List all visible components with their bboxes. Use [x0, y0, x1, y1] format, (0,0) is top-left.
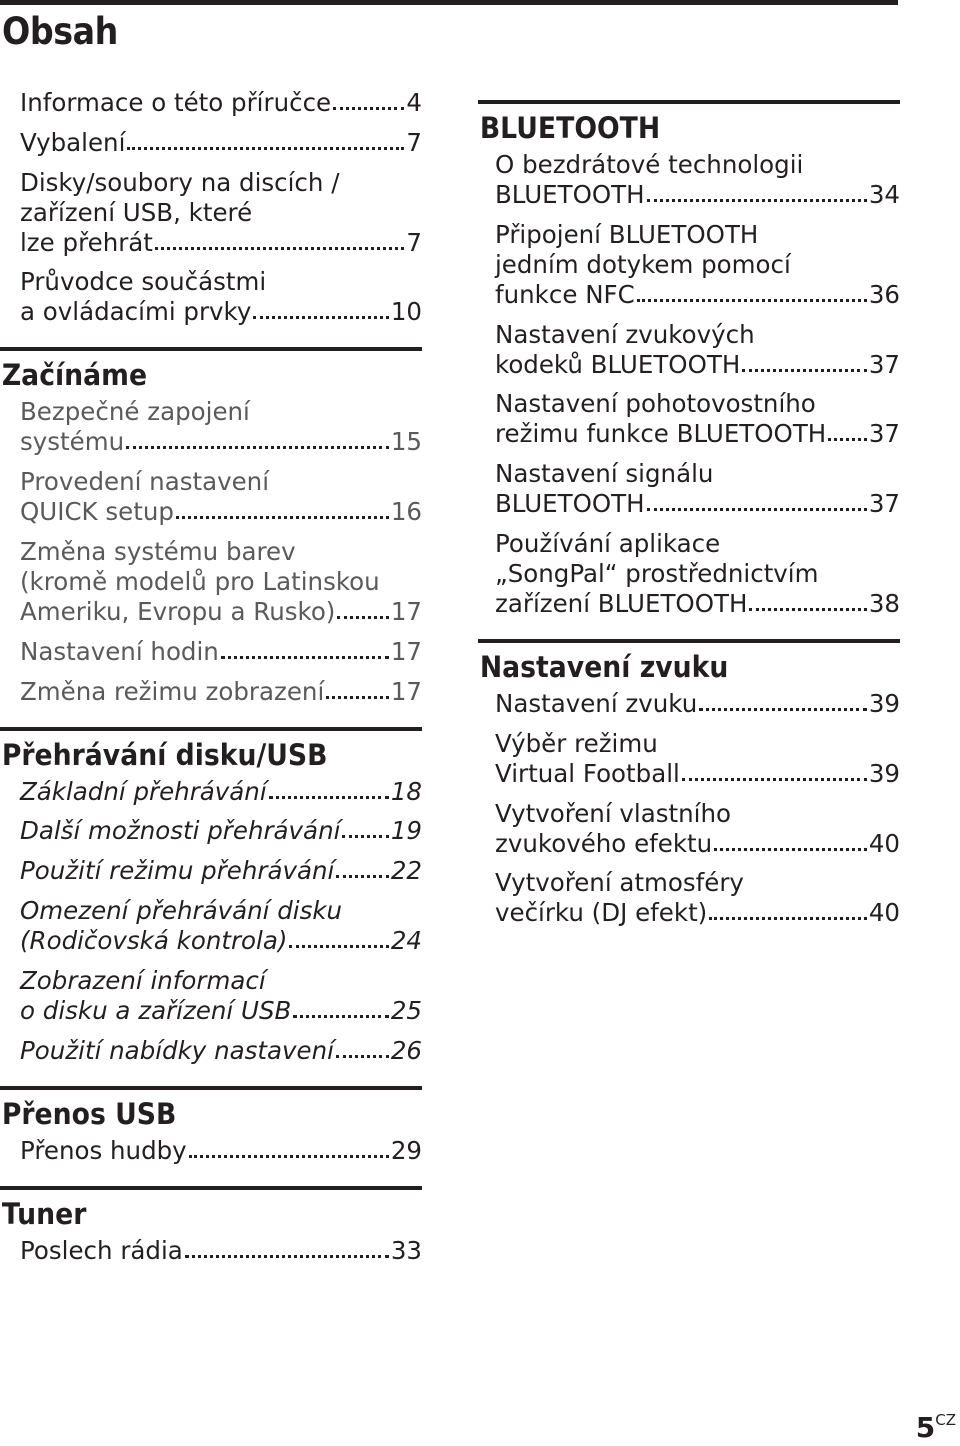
- section-rule: [0, 347, 422, 351]
- dot-leader: [709, 917, 867, 920]
- entry-title-line: Informace o této příručce: [20, 88, 332, 117]
- entry-title-line: zvukového efektu: [495, 828, 713, 858]
- entry-page-number: 39: [868, 688, 900, 718]
- entry-page-number: 22: [390, 856, 422, 886]
- dot-leader: [337, 616, 388, 619]
- entry-title-line: Ameriku, Evropu a Rusko): [20, 596, 336, 626]
- section-rule: [478, 100, 900, 104]
- entry-title-line: zařízení BLUETOOTH: [495, 588, 748, 618]
- dot-leader: [176, 516, 389, 519]
- dot-leader: [185, 1255, 389, 1258]
- toc-entry[interactable]: [495, 220, 900, 310]
- section-rule: [0, 1186, 422, 1190]
- section-heading: Přenos USB: [1, 1096, 177, 1131]
- entry-page-number: 36: [868, 279, 900, 309]
- section-rule: [478, 639, 900, 643]
- toc-section-tuner: [0, 1186, 422, 1266]
- entry-title-line: BLUETOOTH: [495, 489, 645, 519]
- entry-page-number: 7: [406, 227, 422, 257]
- entry-page-number: 17: [390, 676, 422, 706]
- top-rule: [0, 0, 898, 5]
- entry-title-line: Virtual Football: [495, 758, 680, 788]
- toc-section-prehravani-disku-usb: [0, 727, 422, 1066]
- dot-leader: [221, 656, 389, 659]
- entry-page-number: 17: [390, 636, 422, 666]
- toc-entry[interactable]: [20, 677, 422, 707]
- toc-entry[interactable]: [20, 856, 422, 886]
- toc-entry[interactable]: [495, 459, 900, 519]
- dot-leader: [342, 835, 388, 838]
- entry-page-number: 4: [406, 88, 422, 117]
- entry-title-line: O bezdrátové technologii: [495, 150, 804, 179]
- dot-leader: [647, 199, 867, 202]
- entry-title-line: Vybalení: [20, 127, 126, 157]
- dot-leader: [333, 107, 404, 110]
- entry-title-line: systému: [20, 427, 125, 457]
- toc-entry[interactable]: [20, 816, 422, 846]
- toc-entry[interactable]: [20, 88, 422, 118]
- entry-title-line: Další možnosti přehrávání: [20, 816, 341, 846]
- entry-title-line: (Rodičovská kontrola): [20, 925, 288, 955]
- section-heading: Nastavení zvuku: [479, 649, 729, 684]
- dot-leader: [647, 508, 867, 511]
- entry-title-line: Omezení přehrávání disku: [20, 895, 343, 925]
- dot-leader: [742, 369, 867, 372]
- entry-page-number: 19: [390, 816, 422, 846]
- dot-leader: [682, 778, 867, 781]
- toc-entry[interactable]: [495, 529, 900, 619]
- dot-leader: [336, 1055, 389, 1058]
- entry-title-line: BLUETOOTH: [495, 180, 645, 209]
- dot-leader: [336, 875, 388, 878]
- toc-section-intro: [0, 88, 422, 327]
- toc-section-bluetooth: [478, 100, 900, 619]
- toc-section-nastaveni-zvuku: [478, 639, 900, 928]
- toc-entry[interactable]: [20, 537, 422, 627]
- entry-title-line: Vytvoření vlastního: [495, 798, 731, 828]
- entry-title-line: Poslech rádia: [20, 1235, 183, 1265]
- entry-page-number: 40: [868, 898, 900, 928]
- dot-leader: [699, 708, 867, 711]
- entry-title-line: Přenos hudby: [20, 1135, 187, 1165]
- dot-leader: [289, 945, 388, 948]
- entry-title-line: Nastavení hodin: [20, 636, 219, 666]
- entry-page-number: 25: [390, 995, 422, 1025]
- toc-left-column: [0, 88, 422, 1286]
- section-heading: Tuner: [1, 1196, 87, 1231]
- dot-leader: [637, 299, 867, 302]
- dot-leader: [126, 446, 389, 449]
- section-heading: BLUETOOTH: [479, 111, 661, 145]
- entry-title-line: Nastavení pohotovostního: [495, 389, 816, 419]
- entry-title-line: Průvodce součástmi: [20, 267, 267, 297]
- entry-title-line: Změna systému barev: [20, 536, 296, 566]
- entry-title-line: Bezpečné zapojení: [20, 397, 250, 427]
- entry-page-number: 10: [390, 297, 422, 327]
- entry-page-number: 18: [390, 776, 422, 806]
- entry-title-line: QUICK setup: [20, 497, 174, 527]
- entry-title-line: (kromě modelů pro Latinskou: [20, 566, 380, 596]
- page-number: 5CZ: [915, 1411, 956, 1444]
- dot-leader: [749, 608, 866, 611]
- entry-title-line: Základní přehrávání: [20, 776, 267, 806]
- entry-title-line: Nastavení zvuku: [495, 688, 698, 718]
- toc-entry[interactable]: [20, 1236, 422, 1266]
- dot-leader: [714, 848, 867, 851]
- entry-page-number: 38: [868, 588, 900, 618]
- entry-title-line: večírku (DJ efekt): [495, 898, 708, 928]
- toc-entry[interactable]: [20, 467, 422, 527]
- toc-entry[interactable]: [20, 168, 422, 258]
- toc-entry[interactable]: [495, 868, 900, 928]
- toc-section-prenos-usb: [0, 1086, 422, 1166]
- toc-entry[interactable]: [20, 267, 422, 327]
- toc-entry[interactable]: [495, 799, 900, 859]
- entry-title-line: Výběr režimu: [495, 728, 658, 758]
- entry-page-number: 17: [390, 596, 422, 626]
- toc-entry[interactable]: [495, 689, 900, 719]
- entry-page-number: 33: [390, 1235, 422, 1265]
- entry-title-line: Použití režimu přehrávání: [20, 856, 335, 886]
- toc-entry[interactable]: [495, 150, 900, 210]
- toc-entry[interactable]: [20, 966, 422, 1026]
- entry-title-line: Nastavení zvukových: [495, 319, 755, 349]
- entry-title-line: zařízení USB, které: [20, 197, 253, 227]
- entry-title-line: „SongPal“ prostřednictvím: [495, 558, 819, 588]
- section-rule: [0, 727, 422, 731]
- dot-leader: [127, 147, 404, 150]
- entry-page-number: 37: [868, 349, 900, 379]
- entry-page-number: 7: [406, 127, 422, 157]
- dot-leader: [269, 796, 389, 799]
- dot-leader: [326, 696, 389, 699]
- entry-title-line: Nastavení signálu: [495, 459, 714, 489]
- entry-title-line: Provedení nastavení: [20, 467, 270, 497]
- dot-leader: [293, 1015, 389, 1018]
- entry-page-number: 34: [868, 180, 900, 209]
- entry-title-line: Použití nabídky nastavení: [20, 1035, 334, 1065]
- entry-title-line: Vytvoření atmosféry: [495, 868, 744, 898]
- entry-page-number: 29: [390, 1135, 422, 1165]
- section-heading: Přehrávání disku/USB: [1, 737, 328, 772]
- entry-title-line: Připojení BLUETOOTH: [495, 219, 759, 249]
- dot-leader: [189, 1155, 389, 1158]
- entry-page-number: 37: [868, 489, 900, 519]
- dot-leader: [828, 438, 867, 441]
- entry-title-line: funkce NFC: [495, 279, 635, 309]
- entry-title-line: Disky/soubory na discích /: [20, 167, 340, 197]
- page-title: Obsah: [2, 10, 118, 53]
- section-rule: [0, 1086, 422, 1090]
- entry-page-number: 39: [868, 758, 900, 788]
- toc-entry[interactable]: [20, 777, 422, 807]
- toc-section-zaciname: [0, 347, 422, 706]
- entry-title-line: jedním dotykem pomocí: [495, 249, 791, 279]
- entry-title-line: a ovládacími prvky: [20, 297, 252, 327]
- toc-entry[interactable]: [20, 1136, 422, 1166]
- toc-right-column: [478, 100, 900, 948]
- entry-title-line: lze přehrát: [20, 227, 153, 257]
- toc-entry[interactable]: [495, 389, 900, 449]
- entry-page-number: 16: [390, 497, 422, 527]
- toc-entry[interactable]: [495, 320, 900, 380]
- section-heading: Začínáme: [1, 358, 148, 393]
- entry-title-line: režimu funkce BLUETOOTH: [495, 419, 827, 449]
- entry-title-line: o disku a zařízení USB: [20, 995, 292, 1025]
- entry-title-line: Změna režimu zobrazení: [20, 676, 325, 706]
- entry-title-line: kodeků BLUETOOTH: [495, 349, 741, 379]
- toc-entry[interactable]: [20, 896, 422, 956]
- entry-page-number: 40: [868, 828, 900, 858]
- entry-page-number: 37: [868, 419, 900, 449]
- toc-entry[interactable]: [495, 729, 900, 789]
- toc-entry[interactable]: [20, 1036, 422, 1066]
- entry-page-number: 26: [390, 1035, 422, 1065]
- entry-page-number: 24: [390, 925, 422, 955]
- entry-page-number: 15: [390, 427, 422, 457]
- dot-leader: [253, 316, 388, 319]
- toc-entry[interactable]: [20, 128, 422, 158]
- entry-title-line: Zobrazení informací: [20, 965, 266, 995]
- entry-title-line: Používání aplikace: [495, 528, 721, 558]
- toc-entry[interactable]: [20, 397, 422, 457]
- toc-entry[interactable]: [20, 637, 422, 667]
- dot-leader: [155, 247, 404, 250]
